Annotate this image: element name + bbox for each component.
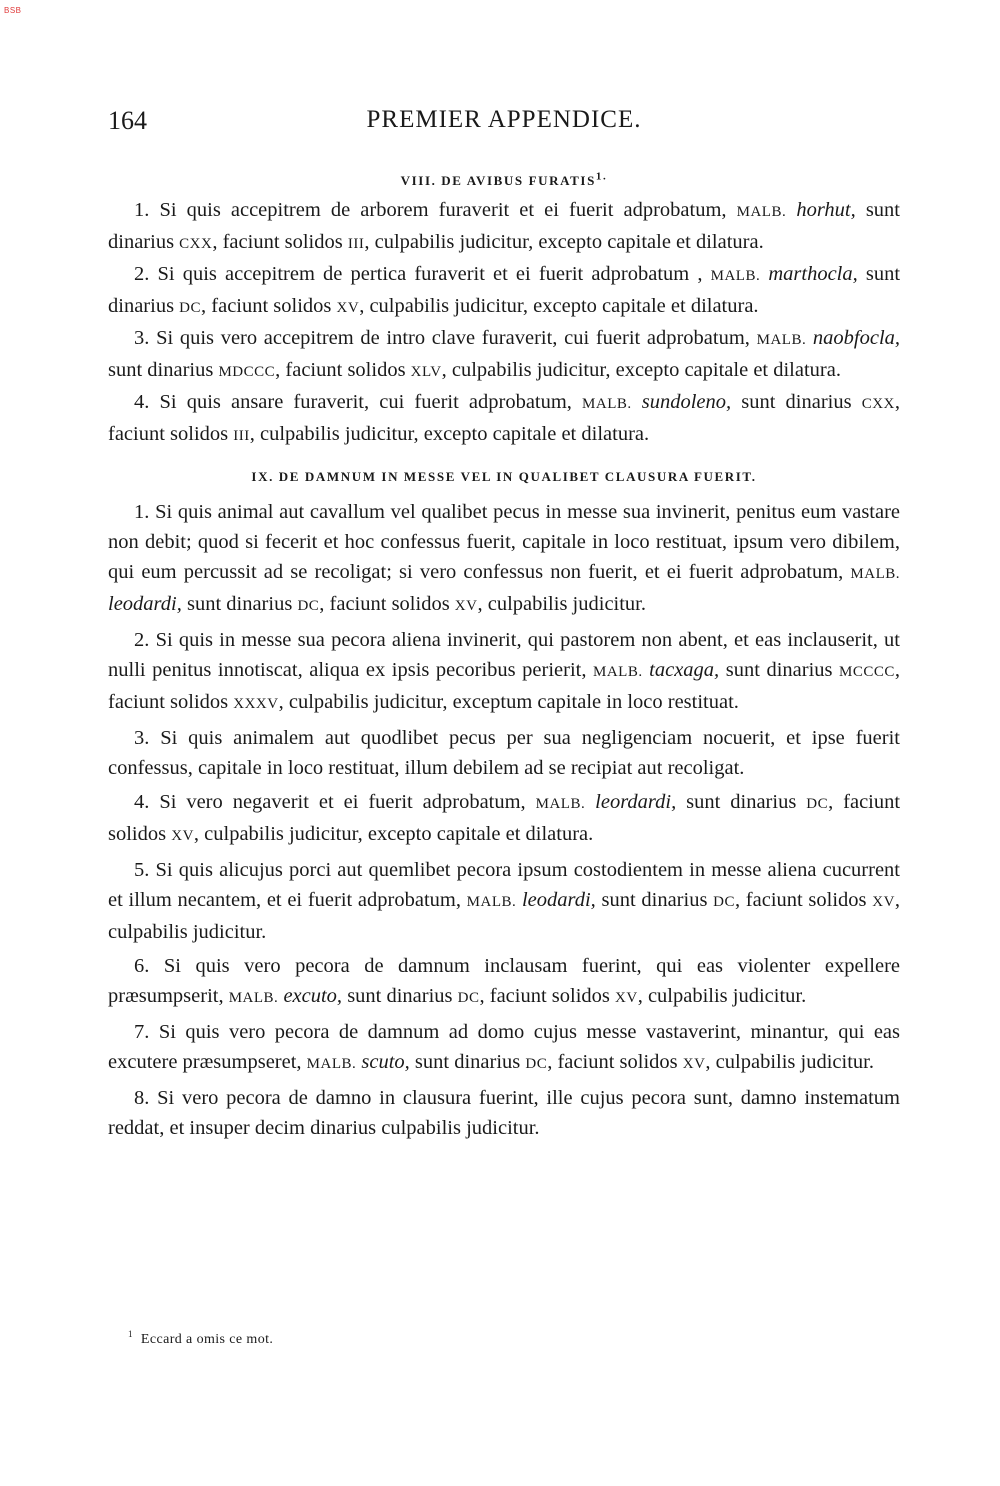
malberg-gloss-marker: MALB. — [736, 204, 787, 220]
paragraph — [108, 1017, 900, 1079]
malberg-gloss-marker: MALB. — [756, 332, 807, 348]
paragraph-number: 4. — [134, 791, 150, 813]
paragraph-text: , faciunt solidos — [319, 593, 450, 615]
library-stamp: BSB — [4, 6, 22, 15]
paragraph-text: Si quis animal aut cavallum vel qualibet pecus in messe sua invinerit, penitus eum vastare non debit; quod si fecerit et hoc confessus fuerit, capitale in loco restituat, ipsum vero dibilem, qui eum percussit ad se recoligat; si vero confessus non fuerit, et ei fuerit adprobatum, — [108, 501, 901, 583]
paragraph-text: , culpabilis judicitur, excepto capitale et dilatura. — [249, 423, 650, 445]
roman-numeral: DC — [457, 990, 480, 1006]
roman-numeral: XV — [454, 598, 478, 614]
paragraph-text: , faciunt solidos — [275, 359, 406, 381]
roman-numeral: MDCCC — [218, 364, 276, 380]
paragraph-text: , culpabilis judicitur, excepto capitale et dilatura. — [364, 231, 764, 253]
section-heading-ix: IX. DE DAMNUM IN MESSE VEL IN QUALIBET CLAUSURA FUERIT. — [251, 469, 757, 484]
roman-numeral: XV — [682, 1056, 706, 1072]
paragraph-text: , culpabilis judicitur. — [637, 985, 807, 1007]
paragraph-text: , culpabilis judicitur, excepto capitale et dilatura. — [441, 359, 841, 381]
footnote-mark: 1 — [128, 1329, 133, 1340]
malberg-gloss-marker: MALB. — [593, 664, 643, 680]
roman-numeral: III — [347, 236, 365, 252]
malberg-term: leordardi, — [595, 791, 677, 813]
paragraph-text: sunt dinarius — [186, 593, 293, 615]
section-ix-body — [108, 497, 900, 1143]
footnote-reference: 1. — [595, 170, 608, 183]
paragraph-text: , culpabilis judicitur, excepto capitale et dilatura. — [193, 823, 594, 845]
paragraph-text: sunt dinarius — [601, 889, 708, 911]
paragraph — [108, 855, 900, 947]
paragraph-number: 7. — [134, 1021, 150, 1043]
malberg-gloss-marker: MALB. — [850, 566, 900, 582]
malberg-term: marthocla, — [768, 263, 858, 285]
paragraph-number: 5. — [134, 859, 150, 881]
malberg-gloss-marker: MALB. — [466, 894, 517, 910]
paragraph-number: 2. — [134, 263, 150, 285]
roman-numeral: MCCCC — [839, 664, 895, 680]
running-title: PREMIER APPENDICE. — [366, 106, 642, 133]
paragraph-text: Si quis accepitrem de pertica furaverit et ei fuerit adprobatum , — [157, 263, 703, 285]
paragraph-text: , culpabilis judicitur. — [108, 889, 901, 943]
malberg-term: leodardi, — [521, 889, 596, 911]
paragraph-text: , faciunt solidos — [212, 231, 343, 253]
paragraph — [108, 259, 900, 323]
malberg-gloss-marker: MALB. — [710, 268, 761, 284]
paragraph-text: sunt dinarius — [741, 391, 852, 413]
malberg-term: horhut, — [796, 199, 856, 221]
paragraph-text: , culpabilis judicitur, excepto capitale et dilatura. — [359, 295, 759, 317]
paragraph-text: sunt dinarius — [347, 985, 453, 1007]
paragraph-text: Si quis ansare furaverit, cui fuerit adprobatum, — [159, 391, 572, 413]
paragraph-text: Si quis animalem aut quodlibet pecus per sua negligenciam nocuerit, et ipse fuerit confessus, capitale in loco restituat, illum debilem ad se recipiat aut recoligat. — [108, 727, 900, 779]
paragraph-text: sunt dinarius — [108, 359, 214, 381]
malberg-term: sundoleno, — [641, 391, 732, 413]
roman-numeral: XV — [872, 894, 895, 910]
paragraph-number: 1. — [134, 199, 150, 221]
paragraph-text: Si quis accepitrem de arborem furaverit et ei fuerit adprobatum, — [159, 199, 727, 221]
roman-numeral: DC — [806, 796, 829, 812]
roman-numeral: CXX — [861, 396, 895, 412]
paragraph-text: Si vero negaverit et ei fuerit adprobatum, — [159, 791, 526, 813]
paragraph-text: sunt dinarius — [108, 263, 901, 317]
paragraph-text: sunt dinarius — [725, 659, 833, 681]
malberg-term: excuto, — [283, 985, 343, 1007]
roman-numeral: DC — [713, 894, 735, 910]
paragraph — [108, 323, 900, 387]
footnote — [128, 1329, 274, 1348]
malberg-term: leodardi, — [108, 593, 182, 615]
footnote-text: Eccard a omis ce mot. — [140, 1332, 274, 1347]
paragraph-text: , faciunt solidos — [108, 791, 901, 845]
paragraph-text: , faciunt solidos — [201, 295, 332, 317]
paragraph — [108, 195, 900, 259]
paragraph — [108, 787, 900, 851]
malberg-term: scuto, — [361, 1051, 410, 1073]
paragraph — [108, 387, 900, 451]
paragraph-text: , faciunt solidos — [108, 391, 900, 445]
roman-numeral: XLV — [410, 364, 442, 380]
paragraph-text: Si quis alicujus porci aut quemlibet pecora ipsum costodientem in messe aliena cucurrent et illum necantem, et ei fuerit adprobatum, — [108, 859, 900, 911]
paragraph-text: , faciunt solidos — [734, 889, 867, 911]
page-number: 164 — [108, 106, 147, 135]
paragraph-number: 3. — [134, 327, 150, 349]
paragraph-text: Si vero pecora de damno in clausura fuerint, ille cujus pecora sunt, damno instematum reddat, et insuper decim dinarius culpabilis judicitur. — [108, 1087, 900, 1139]
roman-numeral: CXX — [179, 236, 213, 252]
roman-numeral: XV — [336, 300, 360, 316]
paragraph-number: 8. — [134, 1087, 150, 1109]
paragraph-number: 4. — [134, 391, 150, 413]
roman-numeral: DC — [179, 300, 202, 316]
paragraph-number: 1. — [134, 501, 150, 523]
paragraph — [108, 723, 900, 783]
malberg-gloss-marker: MALB. — [228, 990, 279, 1006]
page-header — [108, 106, 900, 140]
paragraph-text: Si quis vero pecora de damnum inclausam fuerint, qui eas violenter expellere præsumpserit, — [108, 955, 900, 1007]
roman-numeral: XV — [171, 828, 194, 844]
section-viii-body — [108, 195, 900, 451]
paragraph-text: Si quis vero pecora de damnum ad domo cujus messe vastaverint, minantur, qui eas excutere præsumpseret, — [108, 1021, 901, 1073]
page-body — [108, 167, 900, 1143]
roman-numeral: DC — [297, 598, 320, 614]
paragraph — [108, 497, 900, 621]
paragraph-number: 3. — [134, 727, 150, 749]
paragraph-text: , faciunt solidos — [108, 659, 901, 713]
malberg-gloss-marker: MALB. — [582, 396, 632, 412]
roman-numeral: XXXV — [233, 696, 279, 712]
paragraph-text: , culpabilis judicitur. — [705, 1051, 874, 1073]
paragraph-text: , faciunt solidos — [547, 1051, 678, 1073]
roman-numeral: DC — [525, 1056, 548, 1072]
paragraph-text: sunt dinarius — [108, 199, 901, 253]
malberg-term: naobfocla, — [812, 327, 901, 349]
paragraph-text: , culpabilis judicitur. — [477, 593, 647, 615]
paragraph — [108, 951, 900, 1013]
paragraph-text: , culpabilis judicitur, exceptum capitale in loco restituat. — [278, 691, 739, 713]
paragraph-text: Si quis vero accepitrem de intro clave furaverit, cui fuerit adprobatum, — [156, 327, 750, 349]
paragraph-text: , faciunt solidos — [479, 985, 610, 1007]
paragraph — [108, 625, 900, 719]
malberg-gloss-marker: MALB. — [306, 1056, 357, 1072]
paragraph-text: sunt dinarius — [686, 791, 797, 813]
roman-numeral: XV — [615, 990, 638, 1006]
malberg-term: tacxaga, — [649, 659, 720, 681]
paragraph-text: sunt dinarius — [414, 1051, 521, 1073]
section-heading-viii: VIII. DE AVIBUS $FURATIS^{1.}$ — [400, 170, 608, 188]
paragraph-number: 2. — [134, 629, 150, 651]
roman-numeral: III — [233, 428, 250, 444]
malberg-gloss-marker: MALB. — [535, 796, 586, 812]
paragraph — [108, 1083, 900, 1143]
paragraph-number: 6. — [134, 955, 150, 977]
paragraph-text: Si quis in messe sua pecora aliena invinerit, qui pastorem non abent, et eas inclauserit, ut nulli penitus innotiscat, aliqua ex ipsis pecoribus perierit, — [108, 629, 901, 681]
